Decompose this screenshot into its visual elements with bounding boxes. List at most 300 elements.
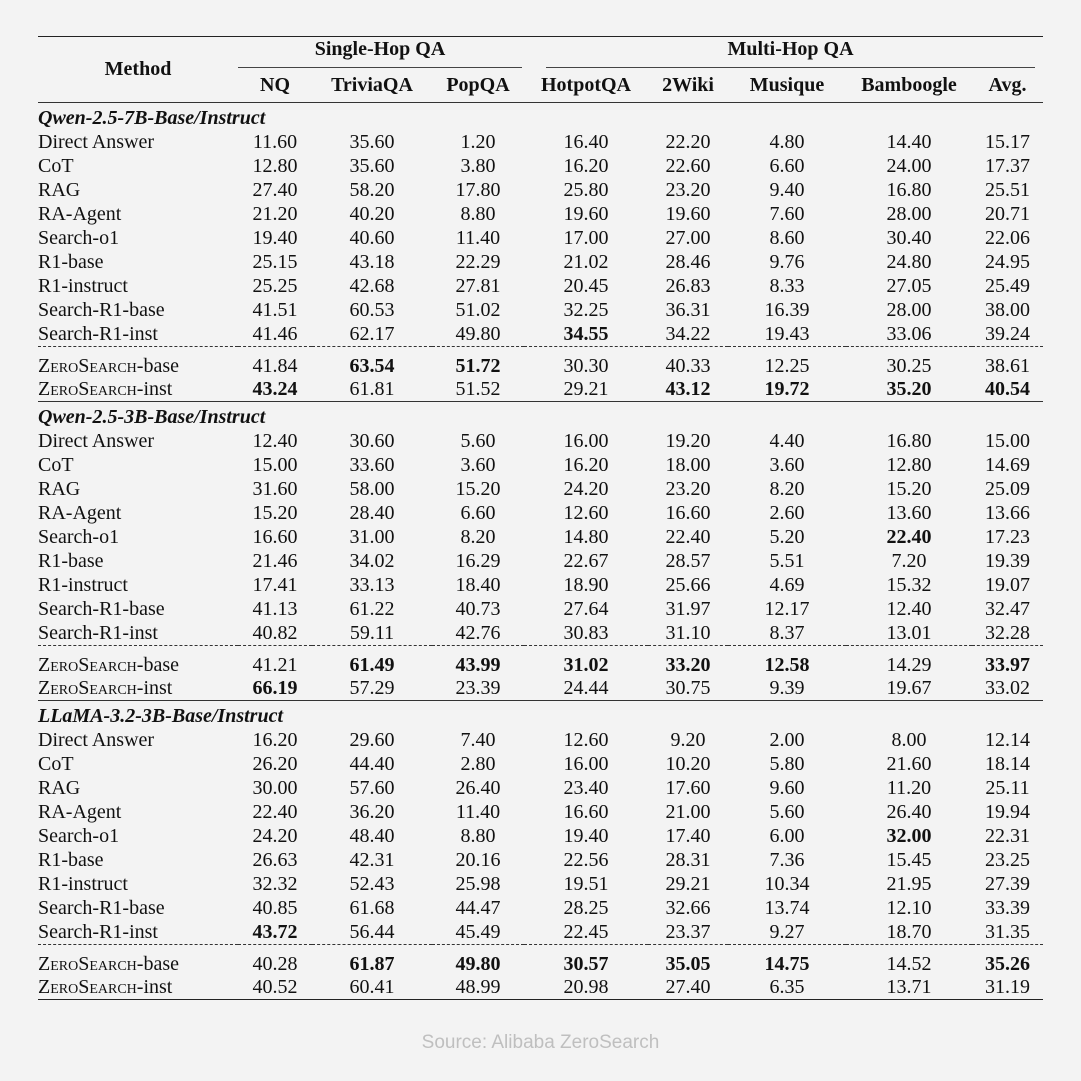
- value-cell: 51.52: [455, 378, 501, 400]
- method-cell: RAG: [38, 179, 81, 201]
- value-cell: 20.45: [563, 275, 609, 297]
- value-cell: 41.13: [252, 598, 298, 620]
- value-cell: 27.40: [252, 179, 298, 201]
- table-row: [38, 848, 1043, 872]
- method-cell: RA-Agent: [38, 203, 122, 225]
- value-cell: 6.60: [460, 502, 496, 524]
- value-cell: 21.46: [252, 550, 298, 572]
- table-row: [38, 975, 1043, 1000]
- value-cell: 4.69: [769, 574, 805, 596]
- method-cell: R1-instruct: [38, 574, 128, 596]
- value-cell: 25.66: [665, 574, 711, 596]
- method-cell: ZeroSearch-base: [38, 646, 238, 677]
- value-cell: 3.60: [769, 454, 805, 476]
- value-cell: 9.39: [769, 677, 805, 699]
- value-cell: 24.20: [563, 478, 609, 500]
- method-cell: Search-o1: [38, 227, 120, 249]
- value-cell: 61.49: [312, 646, 432, 677]
- value-cell: 23.39: [455, 677, 501, 699]
- value-cell: 12.25: [728, 347, 846, 378]
- value-cell: 12.80: [886, 454, 932, 476]
- value-cell: 61.22: [349, 598, 395, 620]
- value-cell: 28.40: [349, 502, 395, 524]
- method-cell: CoT: [38, 454, 74, 476]
- value-cell: 30.30: [524, 347, 648, 378]
- results-table: [38, 36, 1043, 1000]
- method-cell: RA-Agent: [38, 502, 122, 524]
- method-cell: R1-instruct: [38, 275, 128, 297]
- value-cell: 27.00: [665, 227, 711, 249]
- value-cell: 26.83: [665, 275, 711, 297]
- value-cell: 7.60: [769, 203, 805, 225]
- value-cell: 35.26: [972, 945, 1043, 976]
- value-cell: 10.34: [764, 873, 810, 895]
- value-cell: 4.80: [769, 131, 805, 153]
- method-cell: ZeroSearch-inst: [38, 677, 173, 699]
- method-cell: ZeroSearch-base: [38, 347, 238, 378]
- multi-hop-label: Multi-Hop QA: [546, 38, 1035, 68]
- value-cell: 60.41: [349, 976, 395, 998]
- value-cell: 19.72: [764, 378, 810, 400]
- table-row: [38, 501, 1043, 525]
- value-cell: 41.46: [252, 323, 298, 345]
- value-cell: 12.80: [252, 155, 298, 177]
- value-cell: 52.43: [349, 873, 395, 895]
- method-cell: RAG: [38, 777, 81, 799]
- value-cell: 9.20: [670, 729, 706, 751]
- value-cell: 31.00: [349, 526, 395, 548]
- single-hop-group: [238, 37, 524, 69]
- value-cell: 28.57: [665, 550, 711, 572]
- value-cell: 19.20: [665, 430, 711, 452]
- value-cell: 12.14: [985, 729, 1030, 751]
- value-cell: 18.90: [563, 574, 609, 596]
- value-cell: 17.23: [985, 526, 1030, 548]
- value-cell: 32.25: [563, 299, 609, 321]
- value-cell: 32.28: [985, 622, 1030, 644]
- method-cell: Search-R1-base: [38, 299, 165, 321]
- value-cell: 31.19: [985, 976, 1030, 998]
- value-cell: 28.25: [563, 897, 609, 919]
- value-cell: 33.06: [886, 323, 932, 345]
- value-cell: 12.10: [886, 897, 932, 919]
- value-cell: 5.60: [769, 801, 805, 823]
- table-row: [38, 202, 1043, 226]
- value-cell: 9.60: [769, 777, 805, 799]
- value-cell: 22.45: [563, 921, 609, 943]
- column-header: Musique: [749, 74, 825, 96]
- value-cell: 8.60: [769, 227, 805, 249]
- value-cell: 17.00: [563, 227, 609, 249]
- table-row: [38, 322, 1043, 347]
- value-cell: 32.00: [886, 825, 932, 847]
- value-cell: 22.67: [563, 550, 609, 572]
- value-cell: 8.37: [769, 622, 805, 644]
- value-cell: 27.05: [886, 275, 932, 297]
- value-cell: 7.20: [891, 550, 927, 572]
- value-cell: 17.80: [455, 179, 501, 201]
- column-header: HotpotQA: [541, 74, 631, 96]
- value-cell: 31.97: [665, 598, 711, 620]
- value-cell: 22.29: [455, 251, 501, 273]
- value-cell: 5.51: [769, 550, 805, 572]
- value-cell: 24.95: [985, 251, 1030, 273]
- value-cell: 42.31: [349, 849, 395, 871]
- value-cell: 11.40: [455, 227, 501, 249]
- method-cell: CoT: [38, 155, 74, 177]
- value-cell: 35.05: [648, 945, 728, 976]
- value-cell: 6.35: [769, 976, 805, 998]
- value-cell: 16.20: [563, 155, 609, 177]
- method-cell: R1-base: [38, 251, 104, 273]
- value-cell: 14.40: [886, 131, 932, 153]
- value-cell: 30.40: [886, 227, 932, 249]
- value-cell: 41.51: [252, 299, 298, 321]
- table-row: [38, 429, 1043, 453]
- value-cell: 26.20: [252, 753, 298, 775]
- value-cell: 17.60: [665, 777, 711, 799]
- value-cell: 16.60: [252, 526, 298, 548]
- value-cell: 8.80: [460, 825, 496, 847]
- table-row: [38, 573, 1043, 597]
- value-cell: 16.00: [563, 753, 609, 775]
- table-row: [38, 130, 1043, 154]
- value-cell: 22.40: [886, 526, 932, 548]
- method-cell: Direct Answer: [38, 729, 155, 751]
- value-cell: 9.40: [769, 179, 805, 201]
- method-cell: Search-R1-inst: [38, 921, 158, 943]
- value-cell: 32.47: [985, 598, 1030, 620]
- value-cell: 25.25: [252, 275, 298, 297]
- table-row: [38, 525, 1043, 549]
- value-cell: 18.14: [985, 753, 1030, 775]
- value-cell: 12.40: [252, 430, 298, 452]
- value-cell: 19.94: [985, 801, 1030, 823]
- value-cell: 22.20: [665, 131, 711, 153]
- value-cell: 8.33: [769, 275, 805, 297]
- table-row: [38, 226, 1043, 250]
- value-cell: 40.60: [349, 227, 395, 249]
- value-cell: 15.45: [886, 849, 932, 871]
- single-hop-label: Single-Hop QA: [238, 38, 522, 68]
- value-cell: 28.46: [665, 251, 711, 273]
- value-cell: 13.60: [886, 502, 932, 524]
- value-cell: 40.85: [252, 897, 298, 919]
- value-cell: 18.70: [886, 921, 932, 943]
- table-row: [38, 752, 1043, 776]
- value-cell: 12.60: [563, 502, 609, 524]
- value-cell: 43.18: [349, 251, 395, 273]
- value-cell: 7.40: [460, 729, 496, 751]
- value-cell: 16.39: [764, 299, 810, 321]
- value-cell: 25.49: [985, 275, 1030, 297]
- value-cell: 21.20: [252, 203, 298, 225]
- method-cell: Search-R1-inst: [38, 622, 158, 644]
- value-cell: 16.80: [886, 179, 932, 201]
- value-cell: 15.20: [886, 478, 932, 500]
- value-cell: 35.60: [349, 131, 395, 153]
- method-cell: ZeroSearch-inst: [38, 378, 173, 400]
- table-row: [38, 728, 1043, 752]
- value-cell: 31.35: [985, 921, 1030, 943]
- method-cell: Search-o1: [38, 526, 120, 548]
- value-cell: 31.10: [665, 622, 711, 644]
- value-cell: 19.67: [886, 677, 932, 699]
- value-cell: 8.20: [769, 478, 805, 500]
- value-cell: 27.40: [665, 976, 711, 998]
- value-cell: 33.39: [985, 897, 1030, 919]
- value-cell: 43.24: [252, 378, 298, 400]
- value-cell: 23.40: [563, 777, 609, 799]
- table-row: [38, 945, 1043, 976]
- section-title: LLaMA-3.2-3B-Base/Instruct: [38, 705, 284, 727]
- value-cell: 15.00: [252, 454, 298, 476]
- value-cell: 15.20: [252, 502, 298, 524]
- value-cell: 18.00: [665, 454, 711, 476]
- value-cell: 2.80: [460, 753, 496, 775]
- value-cell: 17.40: [665, 825, 711, 847]
- value-cell: 40.33: [648, 347, 728, 378]
- value-cell: 5.60: [460, 430, 496, 452]
- table-row: [38, 872, 1043, 896]
- bottom-rule: [38, 1000, 1043, 1001]
- value-cell: 18.40: [455, 574, 501, 596]
- value-cell: 23.37: [665, 921, 711, 943]
- value-cell: 43.99: [432, 646, 524, 677]
- method-cell: Search-R1-base: [38, 598, 165, 620]
- value-cell: 2.00: [769, 729, 805, 751]
- table-row: [38, 377, 1043, 402]
- value-cell: 7.36: [769, 849, 805, 871]
- column-header: NQ: [260, 74, 290, 96]
- value-cell: 22.60: [665, 155, 711, 177]
- value-cell: 40.73: [455, 598, 501, 620]
- value-cell: 16.60: [563, 801, 609, 823]
- column-header: Avg.: [988, 74, 1027, 96]
- value-cell: 12.58: [728, 646, 846, 677]
- value-cell: 26.40: [886, 801, 932, 823]
- table-row: [38, 646, 1043, 677]
- table-row: [38, 776, 1043, 800]
- value-cell: 41.84: [238, 347, 312, 378]
- value-cell: 27.81: [455, 275, 501, 297]
- value-cell: 57.60: [349, 777, 395, 799]
- value-cell: 28.00: [886, 299, 932, 321]
- value-cell: 15.17: [985, 131, 1030, 153]
- value-cell: 19.60: [665, 203, 711, 225]
- section-title: Qwen-2.5-3B-Base/Instruct: [38, 406, 266, 428]
- value-cell: 11.40: [455, 801, 501, 823]
- value-cell: 59.11: [349, 622, 395, 644]
- value-cell: 49.80: [432, 945, 524, 976]
- value-cell: 30.83: [563, 622, 609, 644]
- value-cell: 34.02: [349, 550, 395, 572]
- value-cell: 28.31: [665, 849, 711, 871]
- value-cell: 30.60: [349, 430, 395, 452]
- value-cell: 11.20: [886, 777, 932, 799]
- value-cell: 22.56: [563, 849, 609, 871]
- method-cell: Direct Answer: [38, 131, 155, 153]
- value-cell: 40.28: [238, 945, 312, 976]
- value-cell: 38.00: [985, 299, 1030, 321]
- value-cell: 30.57: [524, 945, 648, 976]
- value-cell: 42.68: [349, 275, 395, 297]
- value-cell: 35.20: [886, 378, 932, 400]
- value-cell: 20.71: [985, 203, 1030, 225]
- value-cell: 14.29: [846, 646, 972, 677]
- value-cell: 22.31: [985, 825, 1030, 847]
- value-cell: 2.60: [769, 502, 805, 524]
- value-cell: 12.60: [563, 729, 609, 751]
- value-cell: 48.40: [349, 825, 395, 847]
- table-row: [38, 298, 1043, 322]
- value-cell: 33.60: [349, 454, 395, 476]
- value-cell: 30.00: [252, 777, 298, 799]
- value-cell: 26.63: [252, 849, 298, 871]
- value-cell: 58.00: [349, 478, 395, 500]
- value-cell: 19.07: [985, 574, 1030, 596]
- value-cell: 8.80: [460, 203, 496, 225]
- table-row: [38, 154, 1043, 178]
- column-header: PopQA: [446, 74, 510, 96]
- value-cell: 24.80: [886, 251, 932, 273]
- value-cell: 28.00: [886, 203, 932, 225]
- value-cell: 58.20: [349, 179, 395, 201]
- value-cell: 23.20: [665, 179, 711, 201]
- value-cell: 21.60: [886, 753, 932, 775]
- value-cell: 8.20: [460, 526, 496, 548]
- value-cell: 41.21: [238, 646, 312, 677]
- value-cell: 40.20: [349, 203, 395, 225]
- method-header: Method: [104, 58, 172, 80]
- value-cell: 13.01: [886, 622, 932, 644]
- value-cell: 40.54: [985, 378, 1030, 400]
- value-cell: 31.02: [524, 646, 648, 677]
- value-cell: 5.80: [769, 753, 805, 775]
- table-row: [38, 178, 1043, 202]
- table-row: [38, 800, 1043, 824]
- value-cell: 21.00: [665, 801, 711, 823]
- value-cell: 19.60: [563, 203, 609, 225]
- method-cell: R1-base: [38, 849, 104, 871]
- value-cell: 15.20: [455, 478, 501, 500]
- value-cell: 16.00: [563, 430, 609, 452]
- value-cell: 25.51: [985, 179, 1030, 201]
- value-cell: 16.29: [455, 550, 501, 572]
- value-cell: 33.97: [972, 646, 1043, 677]
- value-cell: 63.54: [312, 347, 432, 378]
- value-cell: 12.17: [764, 598, 810, 620]
- value-cell: 49.80: [455, 323, 501, 345]
- value-cell: 26.40: [455, 777, 501, 799]
- value-cell: 14.75: [728, 945, 846, 976]
- value-cell: 12.40: [886, 598, 932, 620]
- table-row: [38, 274, 1043, 298]
- value-cell: 24.00: [886, 155, 932, 177]
- method-cell: ZeroSearch-inst: [38, 976, 173, 998]
- column-header: 2Wiki: [662, 74, 714, 96]
- table-row: [38, 250, 1043, 274]
- value-cell: 19.51: [563, 873, 609, 895]
- value-cell: 8.00: [891, 729, 927, 751]
- value-cell: 44.47: [455, 897, 501, 919]
- value-cell: 51.02: [455, 299, 501, 321]
- value-cell: 6.00: [769, 825, 805, 847]
- value-cell: 13.71: [886, 976, 932, 998]
- value-cell: 16.20: [563, 454, 609, 476]
- value-cell: 61.68: [349, 897, 395, 919]
- table-row: [38, 453, 1043, 477]
- value-cell: 19.40: [563, 825, 609, 847]
- value-cell: 66.19: [252, 677, 298, 699]
- value-cell: 36.31: [665, 299, 711, 321]
- source-caption: Source: Alibaba ZeroSearch: [421, 1032, 660, 1053]
- method-cell: R1-instruct: [38, 873, 128, 895]
- value-cell: 22.40: [665, 526, 711, 548]
- value-cell: 25.09: [985, 478, 1030, 500]
- value-cell: 13.74: [764, 897, 810, 919]
- table-row: [38, 896, 1043, 920]
- method-cell: CoT: [38, 753, 74, 775]
- value-cell: 29.21: [563, 378, 609, 400]
- table-row: [38, 676, 1043, 701]
- value-cell: 61.87: [312, 945, 432, 976]
- table-row: [38, 621, 1043, 646]
- header-group-row: [38, 37, 1043, 69]
- value-cell: 44.40: [349, 753, 395, 775]
- value-cell: 51.72: [432, 347, 524, 378]
- value-cell: 45.49: [455, 921, 501, 943]
- value-cell: 30.75: [665, 677, 711, 699]
- value-cell: 15.00: [985, 430, 1030, 452]
- value-cell: 61.81: [349, 378, 395, 400]
- value-cell: 33.20: [648, 646, 728, 677]
- value-cell: 21.95: [886, 873, 932, 895]
- value-cell: 16.20: [252, 729, 298, 751]
- value-cell: 43.72: [252, 921, 298, 943]
- value-cell: 62.17: [349, 323, 395, 345]
- multi-hop-group: [524, 37, 1043, 69]
- value-cell: 33.13: [349, 574, 395, 596]
- value-cell: 22.06: [985, 227, 1030, 249]
- section-title: Qwen-2.5-7B-Base/Instruct: [38, 107, 266, 129]
- value-cell: 25.98: [455, 873, 501, 895]
- value-cell: 16.80: [886, 430, 932, 452]
- value-cell: 27.39: [985, 873, 1030, 895]
- table-row: [38, 477, 1043, 501]
- value-cell: 6.60: [769, 155, 805, 177]
- value-cell: 23.25: [985, 849, 1030, 871]
- method-cell: Search-R1-inst: [38, 323, 158, 345]
- method-cell: R1-base: [38, 550, 104, 572]
- value-cell: 33.02: [985, 677, 1030, 699]
- method-cell: Search-R1-base: [38, 897, 165, 919]
- column-header: Bamboogle: [861, 74, 957, 96]
- value-cell: 35.60: [349, 155, 395, 177]
- value-cell: 30.25: [846, 347, 972, 378]
- value-cell: 32.32: [252, 873, 298, 895]
- method-cell: RAG: [38, 478, 81, 500]
- value-cell: 21.02: [563, 251, 609, 273]
- value-cell: 40.82: [252, 622, 298, 644]
- value-cell: 17.37: [985, 155, 1030, 177]
- value-cell: 14.52: [846, 945, 972, 976]
- value-cell: 16.40: [563, 131, 609, 153]
- value-cell: 25.11: [985, 777, 1030, 799]
- value-cell: 42.76: [455, 622, 501, 644]
- value-cell: 32.66: [665, 897, 711, 919]
- value-cell: 3.80: [460, 155, 496, 177]
